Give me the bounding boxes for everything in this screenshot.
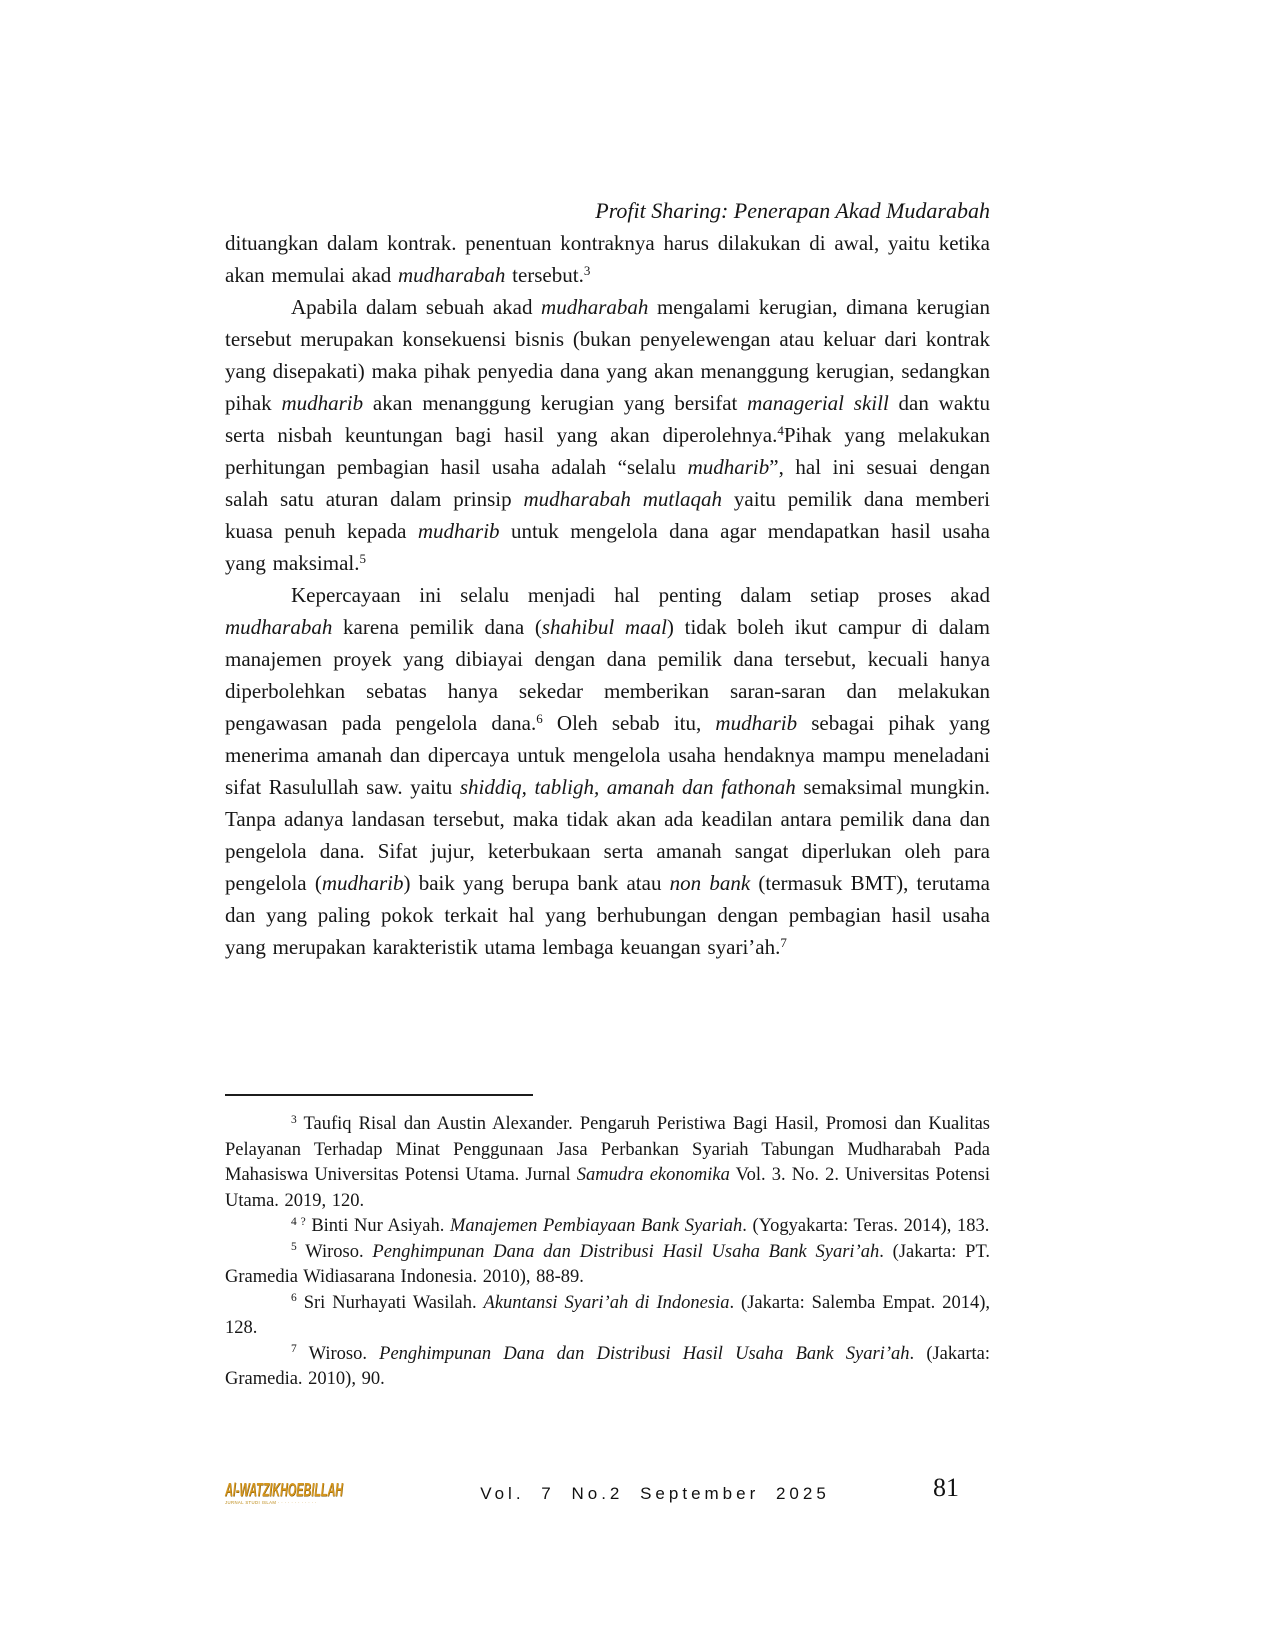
body-paragraph: Apabila dalam sebuah akad mudharabah mengalami kerugian, dimana kerugian tersebut merupakan konsekuensi bisnis (bukan penyelewengan atau keluar dari kontrak yang disepakati) maka pihak penyedia dana yang akan menanggung kerugian, sedangkan pihak mudharib akan menanggung kerugian yang bersifat managerial skill dan waktu serta nisbah keuntungan bagi hasil yang akan diperolehnya.$^4$Pihak yang melakukan perhitungan pembagian hasil usaha adalah “selalu mudharib”, hal ini sesuai dengan salah satu aturan dalam prinsip mudharabah mutlaqah yaitu pemilik dana memberi kuasa penuh kepada mudharib untuk mengelola dana agar mendapatkan hasil usaha yang maksimal.$^5$ — [225, 295, 990, 575]
body-paragraph: dituangkan dalam kontrak. penentuan kontraknya harus dilakukan di awal, yaitu ketika akan memulai akad mudharabah tersebut.$^3$ — [225, 231, 990, 287]
footnote: $^{4 ?}$ Binti Nur Asiyah. Manajemen Pembiayaan Bank Syariah. (Yogyakarta: Teras. 2014), 183. — [291, 1215, 990, 1236]
body-paragraphs — [225, 227, 990, 963]
footer-volume-text: Vol. 7 No.2 September 2025 — [480, 1484, 830, 1503]
footer-page-number: 81 — [933, 1473, 959, 1502]
footnotes-section — [225, 1094, 990, 1393]
footnote: $^7$ Wiroso. Penghimpunan Dana dan Distribusi Hasil Usaha Bank Syari’ah. (Jakarta: Gramedia. 2010), 90. — [225, 1343, 991, 1389]
footnote: $^6$ Sri Nurhayati Wasilah. Akuntansi Syari’ah di Indonesia. (Jakarta: Salemba Empat. 2014), 128. — [225, 1292, 991, 1338]
footnote: $^5$ Wiroso. Penghimpunan Dana dan Distribusi Hasil Usaha Bank Syari’ah. (Jakarta: PT. Gramedia Widiasarana Indonesia. 2010), 88-89. — [225, 1241, 991, 1287]
journal-logo-tagline: JURNAL STUDI ISLAM · · · · · · · · · · · · — [225, 1500, 317, 1505]
text-block — [225, 196, 990, 963]
journal-logo-wordmark: Al-WATZIKHOEBILLAH — [225, 1480, 343, 1500]
body-paragraph: Kepercayaan ini selalu menjadi hal penting dalam setiap proses akad mudharabah karena pemilik dana (shahibul maal) tidak boleh ikut campur di dalam manajemen proyek yang dibiayai dengan dana pemilik dana tersebut, kecuali hanya diperbolehkan sebatas hanya sekedar memberikan saran-saran dan melakukan pengawasan pada pengelola dana.$^6$ Oleh sebab itu, mudharib sebagai pihak yang menerima amanah dan dipercaya untuk mengelola usaha hendaknya mampu meneladani sifat Rasulullah saw. yaitu shiddiq, tabligh, amanah dan fathonah semaksimal mungkin. Tanpa adanya landasan tersebut, maka tidak akan ada keadilan antara pemilik dana dan pengelola dana. Sifat jujur, keterbukaan serta amanah sangat diperlukan oleh para pengelola (mudharib) baik yang berupa bank atau non bank (termasuk BMT), terutama dan yang paling pokok terkait hal yang berhubungan dengan pembagian hasil usaha yang merupakan karakteristik utama lembaga keuangan syari’ah.$^7$ — [225, 583, 991, 959]
footnote-separator — [225, 1094, 533, 1096]
running-title: Profit Sharing: Penerapan Akad Mudarabah — [595, 198, 990, 223]
footnote: $^3$ Taufiq Risal dan Austin Alexander. Pengaruh Peristiwa Bagi Hasil, Promosi dan Kualitas Pelayanan Terhadap Minat Penggunaan Jasa Perbankan Syariah Tabungan Mudharabah Pada Mahasiswa Universitas Potensi Utama. Jurnal Samudra ekonomika Vol. 3. No. 2. Universitas Potensi Utama. 2019, 120. — [225, 1113, 990, 1211]
footnote-list — [225, 1112, 990, 1393]
